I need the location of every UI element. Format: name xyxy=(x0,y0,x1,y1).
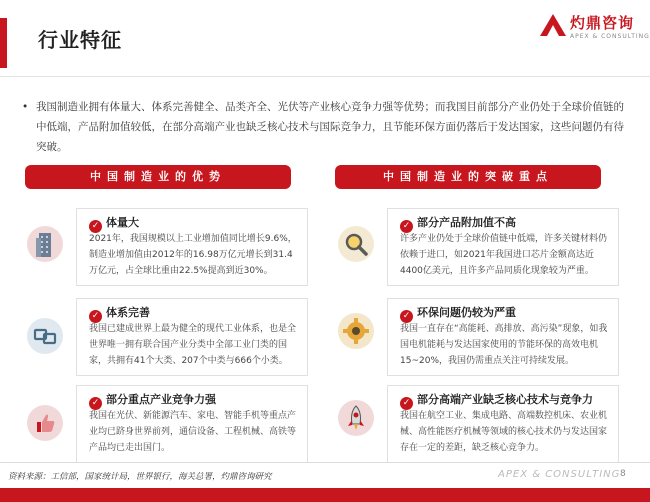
check-icon: ✓ xyxy=(400,397,413,410)
magnifier-icon xyxy=(338,226,374,262)
card-text: 许多产业仍处于全球价值链中低端，许多关键材料仍依赖于进口，如2021年我国进口芯片金额高达近4400亿美元，且许多产品同质化现象较为严重。 xyxy=(400,234,608,276)
footer-brand: APEX & CONSULTING xyxy=(498,469,621,480)
brand-logo xyxy=(540,10,650,44)
check-icon: ✓ xyxy=(89,220,102,233)
advantage-card-competitiveness xyxy=(76,385,308,463)
intro-paragraph xyxy=(22,97,626,157)
intro-text: 我国制造业拥有体量大、体系完善健全、品类齐全、光伏等产业核心竞争力强等优势；而我国目前部分产业仍处于全球价值链的中低端，产品附加值较低，在部分高端产业也缺乏核心技术与国际竞争力，且节能环保方面仍落后于发达国家，这些问题仍有待突破。 xyxy=(36,101,624,153)
card-text: 2021年，我国规模以上工业增加值同比增长9.6%，制造业增加值由2012年的16.98万亿元增长到31.4万亿元，占全球比重由22.5%提高到近30%。 xyxy=(89,234,297,276)
logo-name: 灼鼎咨询 xyxy=(570,14,635,32)
thumbs-up-icon xyxy=(27,405,63,441)
footer-red-bar xyxy=(0,488,650,502)
footer-divider xyxy=(0,462,650,463)
card-text: 我国在光伏、新能源汽车、家电、智能手机等重点产业均已跻身世界前列，通信设备、工程机械、高铁等产品均已走出国门。 xyxy=(89,411,297,453)
advantage-card-system xyxy=(76,298,308,376)
card-title: 体量大 xyxy=(106,216,139,229)
network-icon xyxy=(27,318,63,354)
check-icon: ✓ xyxy=(400,220,413,233)
check-icon: ✓ xyxy=(89,397,102,410)
focus-card-core-tech xyxy=(387,385,619,463)
page-title: 行业特征 xyxy=(38,28,122,52)
advantage-card-scale xyxy=(76,208,308,286)
card-text: 我国在航空工业、集成电路、高端数控机床、农业机械、高性能医疗机械等领域的核心技术仍与发达国家存在一定的差距，缺乏核心竞争力。 xyxy=(400,411,608,453)
card-title: 体系完善 xyxy=(106,306,150,319)
logo-triangle-inner xyxy=(547,25,559,36)
card-title: 部分高端产业缺乏核心技术与竞争力 xyxy=(417,393,593,406)
source-note: 资料来源：工信部，国家统计局，世界银行，海关总署，灼鼎咨询研究 xyxy=(8,472,272,482)
card-text: 我国已建成世界上最为健全的现代工业体系，也是全世界唯一拥有联合国产业分类中全部工业门类的国家，共拥有41个大类、207个中类与666个小类。 xyxy=(89,324,297,366)
check-icon: ✓ xyxy=(89,310,102,323)
logo-subtitle: APEX & CONSULTING xyxy=(570,33,650,40)
card-text: 我国一直存在“高能耗、高排放、高污染”现象，如我国电机能耗与发达国家使用的节能环保的高效电机15~20%，我国仍需重点关注可持续发展。 xyxy=(400,324,608,366)
page-number: 8 xyxy=(620,469,626,479)
gear-icon xyxy=(338,313,374,349)
card-title: 部分重点产业竞争力强 xyxy=(106,393,216,406)
focus-card-environment xyxy=(387,298,619,376)
rocket-icon xyxy=(338,400,374,436)
advantages-header: 中国制造业的优势 xyxy=(25,165,291,189)
focus-card-added-value xyxy=(387,208,619,286)
card-title: 环保问题仍较为严重 xyxy=(417,306,516,319)
card-title: 部分产品附加值不高 xyxy=(417,216,516,229)
check-icon: ✓ xyxy=(400,310,413,323)
building-icon xyxy=(27,226,63,262)
title-accent-bar xyxy=(0,18,7,68)
bullet-icon: • xyxy=(22,101,29,113)
header-divider xyxy=(0,76,650,77)
breakthrough-header: 中国制造业的突破重点 xyxy=(335,165,601,189)
